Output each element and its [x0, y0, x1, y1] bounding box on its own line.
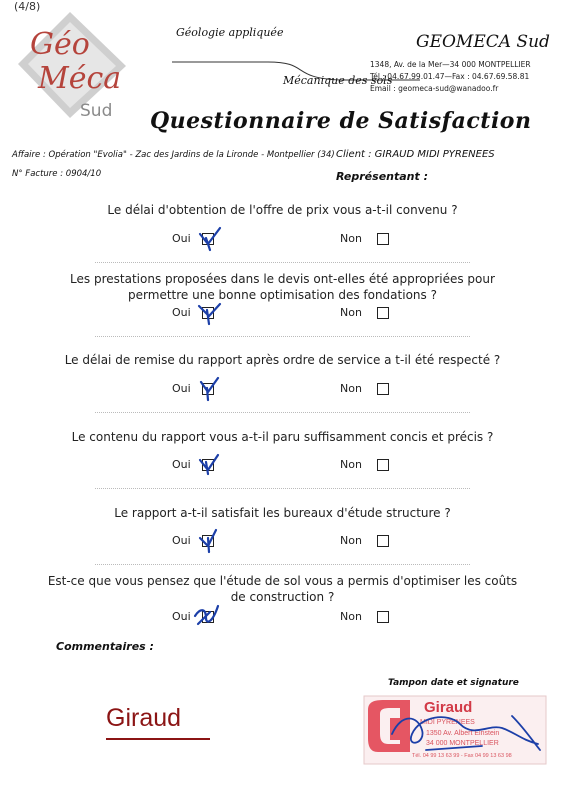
yes-label: Oui — [172, 610, 191, 623]
facture-field: N° Facture : 0904/10 — [12, 169, 102, 179]
tagline-mecanique: Mécanique des sols — [283, 74, 393, 87]
yes-label: Oui — [172, 382, 191, 395]
geomeca-logo — [8, 6, 138, 124]
yes-label: Oui — [172, 232, 191, 245]
tagline-geologie: Géologie appliquée — [176, 26, 284, 39]
logo-line3: Sud — [80, 101, 113, 121]
divider — [95, 488, 470, 489]
checkmark-icon — [196, 298, 226, 326]
question-text: Est-ce que vous pensez que l'étude de sol vous a permis d'optimiser les coûts de construction ? — [47, 574, 518, 604]
company-phone: Tél : 04.67.99.01.47—Fax : 04.67.69.58.81 — [370, 72, 530, 81]
no-checkbox[interactable] — [377, 535, 389, 547]
client-field: Client : GIRAUD MIDI PYRENEES — [336, 149, 495, 160]
checkmark-icon — [192, 602, 222, 630]
divider — [95, 262, 470, 263]
company-address: 1348, Av. de la Mer—34 000 MONTPELLIER — [370, 60, 531, 69]
checkmark-icon — [196, 374, 226, 402]
question-text: Le contenu du rapport vous a-t-il paru suffisamment concis et précis ? — [71, 430, 494, 444]
affaire-field: Affaire : Opération "Evolia" - Zac des Jardins de la Lironde - Montpellier (34) — [12, 150, 335, 160]
question-text: Le délai de remise du rapport après ordre de service a t-il été respecté ? — [64, 353, 501, 367]
logo-line2: Méca — [38, 61, 122, 96]
no-checkbox[interactable] — [377, 307, 389, 319]
stamp-line4: Tél. 04 99 13 63 99 - Fax 04 99 13 63 98 — [412, 753, 512, 759]
page-title: Questionnaire de Satisfaction — [150, 108, 532, 134]
divider — [95, 336, 470, 337]
no-label: Non — [340, 610, 362, 623]
no-label: Non — [340, 306, 362, 319]
no-label: Non — [340, 232, 362, 245]
no-checkbox[interactable] — [377, 233, 389, 245]
company-name: GEOMECA Sud — [416, 32, 550, 52]
no-label: Non — [340, 534, 362, 547]
company-email: Email : geomeca-sud@wanadoo.fr — [370, 84, 499, 93]
no-label: Non — [340, 458, 362, 471]
stamp-label: Tampon date et signature — [388, 678, 519, 688]
company-contact — [370, 59, 560, 95]
no-label: Non — [340, 382, 362, 395]
checkmark-icon — [196, 526, 226, 554]
logo-line1: Géo — [30, 27, 90, 62]
yes-label: Oui — [172, 534, 191, 547]
stamp-brand: Giraud — [424, 699, 473, 716]
question-text: Le délai d'obtention de l'offre de prix vous a-t-il convenu ? — [107, 203, 458, 217]
no-checkbox[interactable] — [377, 383, 389, 395]
giraud-logo: Giraud — [106, 704, 182, 732]
question-text: Le rapport a-t-il satisfait les bureaux d'étude structure ? — [114, 506, 451, 520]
comments-label: Commentaires : — [56, 640, 154, 653]
representant-field: Représentant : — [336, 170, 428, 183]
stamp-line3: 34 000 MONTPELLIER — [426, 740, 499, 747]
stamp-line2: 1350 Av. Albert Einstein — [426, 730, 500, 737]
no-checkbox[interactable] — [377, 459, 389, 471]
divider — [95, 564, 470, 565]
question-text: Les prestations proposées dans le devis ont-elles été appropriées pour permettre une bonne optimisation des fondations ? — [70, 272, 495, 302]
checkmark-icon — [196, 450, 226, 478]
giraud-logo-underline — [106, 738, 210, 740]
company-stamp — [362, 694, 548, 766]
stamp-line1: MIDI PYRENEES — [420, 719, 475, 726]
yes-label: Oui — [172, 458, 191, 471]
yes-label: Oui — [172, 306, 191, 319]
no-checkbox[interactable] — [377, 611, 389, 623]
divider — [95, 412, 470, 413]
checkmark-icon — [196, 224, 226, 252]
page-number: (4/8) — [14, 0, 41, 13]
